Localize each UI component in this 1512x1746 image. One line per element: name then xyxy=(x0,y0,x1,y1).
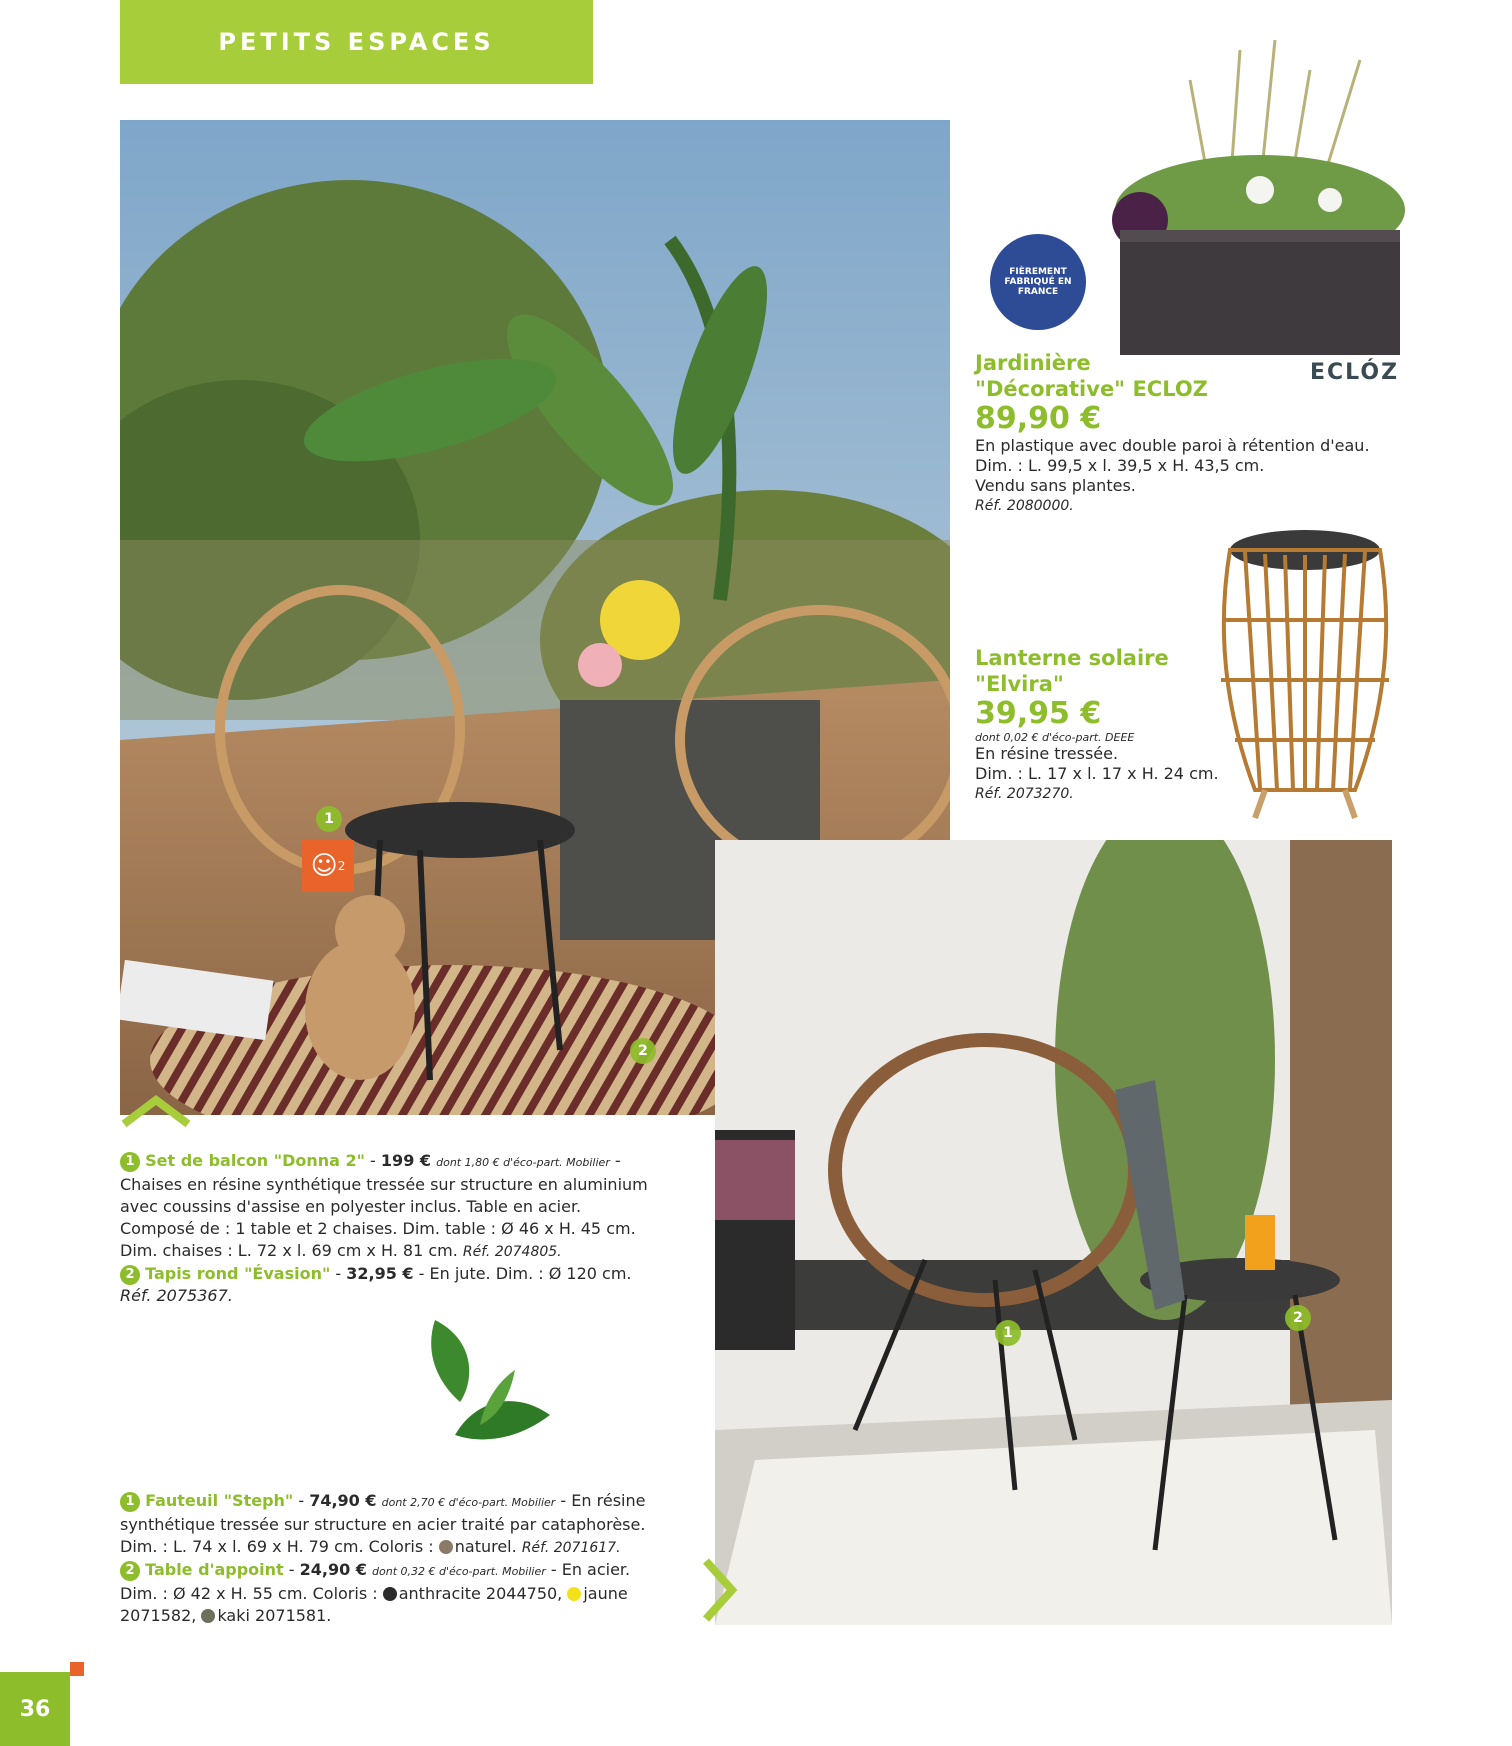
item-number-2: 2 xyxy=(120,1265,140,1285)
page-number-tab xyxy=(0,1672,70,1746)
leaves-decoration xyxy=(425,1320,565,1450)
hero-marker-2-label: 2 xyxy=(638,1043,648,1059)
planter-desc-1: En plastique avec double paroi à rétention d'eau. xyxy=(975,436,1370,455)
chevron-right-icon xyxy=(700,1555,740,1625)
item-number-1: 1 xyxy=(120,1152,140,1172)
steph-line-header: 1 Fauteuil "Steph" - 74,90 € dont 2,70 € d'éco-part. Mobilier - En résine xyxy=(120,1490,660,1514)
donna-eco: dont 1,80 € d'éco-part. Mobilier xyxy=(436,1156,610,1169)
lower-marker-2 xyxy=(1285,1305,1311,1331)
donna-line-header: 1 Set de balcon "Donna 2" - 199 € dont 1,80 € d'éco-part. Mobilier - xyxy=(120,1150,650,1174)
evasion-ref: Réf. 2075367. xyxy=(120,1286,233,1305)
planter-title-2: "Décorative" ECLOZ xyxy=(975,377,1208,401)
steph-item-number-1: 1 xyxy=(120,1492,140,1512)
planter-desc-2: Dim. : L. 99,5 x l. 39,5 x H. 43,5 cm. xyxy=(975,456,1265,475)
badge-text: FIÈREMENT FABRIQUÉ EN FRANCE xyxy=(1004,267,1072,297)
evasion-desc: En jute. Dim. : Ø 120 cm. xyxy=(429,1264,632,1283)
evasion-line: 2 Tapis rond "Évasion" - 32,95 € - En jute. Dim. : Ø 120 cm. xyxy=(120,1263,650,1285)
section-tab xyxy=(120,0,593,84)
evasion-price: 32,95 € xyxy=(346,1264,414,1283)
steph-line-2-text: Dim. : L. 74 x l. 69 x H. 79 cm. Coloris : xyxy=(120,1537,434,1556)
swatch-naturel xyxy=(439,1540,453,1554)
donna-ref: Réf. 2074805. xyxy=(462,1244,562,1260)
table-price: 24,90 € xyxy=(299,1560,367,1579)
lantern-title-2: "Elvira" xyxy=(975,672,1064,696)
steph-eco: dont 2,70 € d'éco-part. Mobilier xyxy=(381,1496,556,1509)
lantern-ref: Réf. 2073270. xyxy=(975,786,1074,802)
planter-ref: Réf. 2080000. xyxy=(975,498,1074,514)
planter-info xyxy=(975,350,1395,516)
swatch-jaune xyxy=(567,1587,581,1601)
steph-title: Fauteuil "Steph" xyxy=(145,1491,294,1510)
page-number-accent xyxy=(70,1662,84,1676)
donna-price: 199 € xyxy=(380,1151,432,1170)
steph-line-1: synthétique tressée sur structure en acier traité par cataphorèse. xyxy=(120,1515,646,1534)
donna-line-2: avec coussins d'assise en polyester inclus. Table en acier. xyxy=(120,1197,582,1216)
chevron-up-icon xyxy=(120,1094,192,1128)
steph-item-number-2: 2 xyxy=(120,1561,140,1581)
table-line-4 xyxy=(120,1605,660,1627)
planter-price: 89,90 € xyxy=(975,401,1102,436)
lantern-title-1: Lanterne solaire xyxy=(975,646,1169,670)
ecloz-logo: ECLÓZ xyxy=(1310,360,1400,385)
color-kaki: kaki 2071581. xyxy=(217,1606,332,1625)
steph-ref: Réf. 2071617. xyxy=(521,1540,621,1556)
lantern-eco: dont 0,02 € d'éco-part. DEEE xyxy=(975,731,1135,744)
lantern-desc-2: Dim. : L. 17 x l. 17 x H. 24 cm. xyxy=(975,764,1219,783)
page-number: 36 xyxy=(19,1696,51,1722)
lower-marker-1-label: 1 xyxy=(1003,1325,1013,1341)
lantern-desc-1: En résine tressée. xyxy=(975,744,1119,763)
donna-line-4-text: Dim. chaises : L. 72 x l. 69 cm x H. 81 cm. xyxy=(120,1241,458,1260)
table-line-3-text: Dim. : Ø 42 x H. 55 cm. Coloris : xyxy=(120,1584,378,1603)
table-line-3 xyxy=(120,1583,660,1605)
planter-desc-3: Vendu sans plantes. xyxy=(975,476,1136,495)
steph-price: 74,90 € xyxy=(309,1491,377,1510)
color-naturel: naturel. xyxy=(454,1537,517,1556)
planter-title-1: Jardinière xyxy=(975,351,1091,375)
lower-photo-illustration xyxy=(715,840,1392,1625)
table-title: Table d'appoint xyxy=(145,1560,284,1579)
swatch-anthracite xyxy=(383,1587,397,1601)
color-jaune: jaune xyxy=(583,1584,628,1603)
lantern-price: 39,95 € xyxy=(975,696,1102,731)
lower-photo xyxy=(715,840,1392,1625)
people-badge xyxy=(302,840,354,892)
lower-marker-2-label: 2 xyxy=(1293,1310,1303,1326)
table-eco: dont 0,32 € d'éco-part. Mobilier xyxy=(372,1565,546,1578)
steph-line-2 xyxy=(120,1536,660,1559)
steph-text-block xyxy=(120,1490,660,1627)
donna-line-3: Composé de : 1 table et 2 chaises. Dim. table : Ø 46 x H. 45 cm. xyxy=(120,1219,636,1238)
section-label: PETITS ESPACES xyxy=(218,28,495,56)
table-line-header: 2 Table d'appoint - 24,90 € dont 0,32 € d'éco-part. Mobilier - En acier. xyxy=(120,1559,660,1583)
donna-title: Set de balcon "Donna 2" xyxy=(145,1151,365,1170)
swatch-kaki xyxy=(201,1609,215,1623)
steph-desc-start: En résine xyxy=(571,1491,646,1510)
fabrique-en-france-badge xyxy=(990,234,1086,330)
donna-line-1: Chaises en résine synthétique tressée sur structure en aluminium xyxy=(120,1175,648,1194)
hero-marker-1 xyxy=(316,806,342,832)
color-anthracite: anthracite 2044750, xyxy=(398,1584,563,1603)
donna-text-block xyxy=(120,1150,650,1307)
person-icon: ☺ xyxy=(310,851,338,881)
lower-marker-1 xyxy=(995,1320,1021,1346)
table-desc: En acier. xyxy=(561,1560,631,1579)
table-line-4-text: 2071582, xyxy=(120,1606,197,1625)
hero-marker-2 xyxy=(630,1038,656,1064)
people-badge-number: 2 xyxy=(337,859,346,873)
evasion-title: Tapis rond "Évasion" xyxy=(145,1264,331,1283)
lantern-info xyxy=(975,645,1235,804)
lantern-photo xyxy=(1215,520,1395,820)
donna-line-4 xyxy=(120,1240,650,1263)
planter-photo xyxy=(1110,40,1410,370)
hero-marker-1-label: 1 xyxy=(324,811,334,827)
